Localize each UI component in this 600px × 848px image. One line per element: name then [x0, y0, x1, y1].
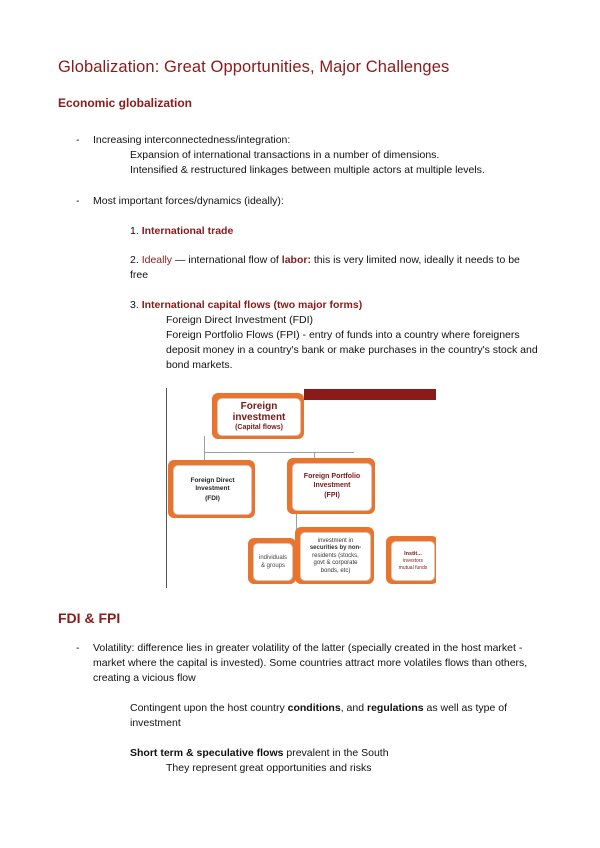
node-text: securities by non-: [309, 545, 362, 552]
contingent-mid: , and: [340, 702, 367, 714]
bullet-dash: -: [76, 134, 80, 146]
item-labor-flow: [130, 253, 534, 283]
node-text: mutual funds: [398, 564, 428, 571]
section-heading-fdi-fpi: FDI & FPI: [58, 610, 121, 626]
item-label: International capital flows (two major forms): [141, 299, 363, 311]
node-text: residents (stocks,: [312, 552, 359, 559]
node-text: investors: [402, 557, 423, 564]
paragraph-contingent: [130, 701, 540, 731]
node-text: Instit...: [404, 550, 422, 557]
short-term-bold: Short term & speculative flows: [130, 747, 284, 759]
sub-expansion: Expansion of international transactions in a number of dimensions.: [130, 149, 440, 161]
item-number: 1.: [130, 225, 142, 237]
sub-fpi: Foreign Portfolio Flows (FPI) - entry of funds into a country where foreigners deposit money in a country's bank or make purchases in the country's stock and bond markets.: [166, 329, 538, 371]
paragraph-short-term: [130, 746, 389, 761]
diagram-left-rule: [166, 388, 167, 588]
paragraph-opportunities-risks: They represent great opportunities and risks: [166, 762, 372, 774]
node-text: (FPI): [324, 492, 340, 499]
item-international-trade: [130, 224, 233, 239]
diagram-node-individuals: [248, 538, 296, 584]
node-text: Investment: [313, 482, 351, 489]
page-title: Globalization: Great Opportunities, Major Challenges: [58, 58, 450, 76]
diagram-accent-bar: [304, 389, 436, 400]
bullet-dash: -: [76, 195, 80, 207]
item-number: 3.: [130, 299, 142, 311]
node-text: bonds, etc): [320, 567, 351, 574]
item-capital-flows: [130, 298, 362, 313]
diagram-node-securities: [295, 527, 374, 584]
labor-mid: — international flow of: [172, 254, 282, 266]
node-text: investment in: [317, 537, 354, 544]
connector: [204, 452, 354, 453]
diagram-node-institutional: [386, 536, 436, 584]
node-text: Foreign Direct: [190, 476, 235, 484]
node-text: (FDI): [205, 494, 220, 502]
node-text: & groups: [260, 563, 285, 569]
contingent-pre: Contingent upon the host country: [130, 702, 288, 714]
node-text: investment: [232, 412, 286, 423]
node-text: govt & corporate: [313, 560, 358, 567]
node-text: (Capital flows): [235, 424, 283, 431]
conditions-bold: conditions: [287, 702, 341, 714]
foreign-investment-diagram: [164, 388, 436, 588]
diagram-node-fdi: [168, 460, 255, 518]
connector: [204, 436, 205, 462]
sub-intensified: Intensified & restructured linkages between multiple actors at multiple levels.: [130, 164, 485, 176]
labor-rest: this is very limited now, ideally it needs to be free: [130, 254, 520, 281]
ideally-text: Ideally: [141, 254, 173, 266]
node-text: individuals: [258, 555, 288, 561]
node-text: Foreign: [240, 401, 278, 412]
sub-fdi: Foreign Direct Investment (FDI): [166, 314, 314, 326]
bullet-interconnectedness: Increasing interconnectedness/integration:: [93, 134, 291, 146]
diagram-node-fpi: [287, 458, 375, 514]
node-text: Foreign Portfolio: [303, 473, 361, 480]
bullet-dash: -: [76, 642, 80, 654]
short-term-post: prevalent in the South: [283, 747, 389, 759]
diagram-node-foreign-investment: [212, 393, 304, 439]
contingent-post: as well as type of investment: [130, 702, 508, 729]
section-heading-economic-globalization: Economic globalization: [58, 96, 193, 110]
bullet-forces: Most important forces/dynamics (ideally):: [93, 195, 284, 207]
item-label: International trade: [141, 225, 234, 237]
bullet-volatility: Volatility: difference lies in greater volatility of the latter (specially created in the host market - market where the capital is invested). Some countries attract more volatiles flows than others, creating a vicious flow: [93, 642, 528, 684]
labor-label: labor:: [281, 254, 311, 266]
item-number: 2.: [130, 254, 142, 266]
node-text: Investment: [195, 484, 230, 492]
regulations-bold: regulations: [366, 702, 424, 714]
